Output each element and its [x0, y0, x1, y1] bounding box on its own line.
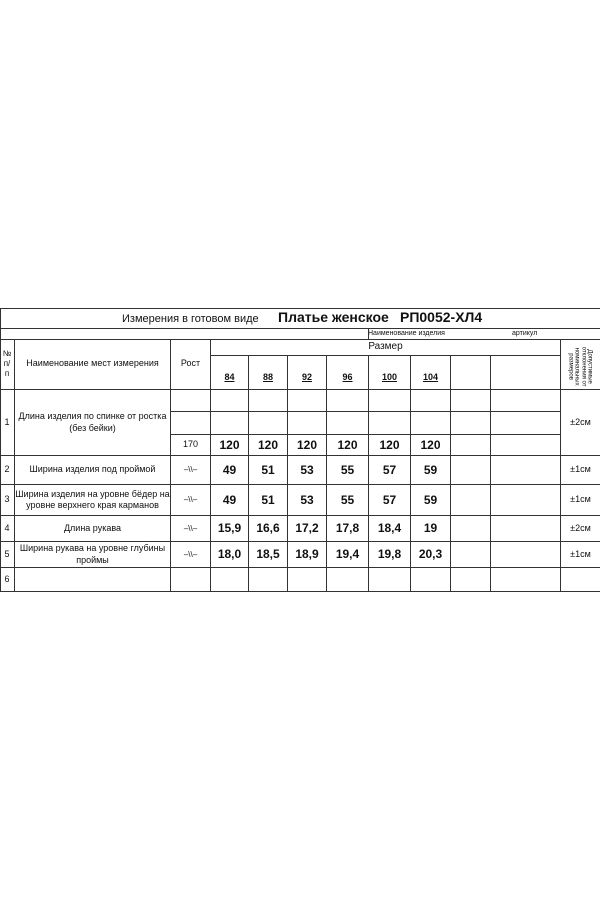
row-4-tolerance: ±2см [570, 522, 591, 533]
row-5-value-104: 20,3 [418, 547, 443, 561]
row-4-value-100: 18,4 [377, 521, 402, 535]
title-label: Измерения в готовом виде [122, 313, 259, 325]
row-3-value-84: 49 [222, 492, 237, 507]
row-2-value-96: 55 [340, 462, 355, 477]
row-3-value-88: 51 [261, 492, 275, 507]
row-3-value-92: 53 [300, 492, 314, 507]
row-1-height: 170 [182, 439, 199, 450]
size-104: 104 [422, 372, 439, 383]
row-5-value-92: 18,9 [295, 547, 319, 561]
row-2-tolerance: ±1см [570, 464, 591, 475]
row-5-value-96: 19,4 [335, 547, 360, 561]
row-3-value-100: 57 [382, 492, 397, 507]
product-name-caption: Наименование изделия [368, 330, 445, 337]
measurement-sheet [0, 308, 600, 592]
row-5-value-84: 18,0 [217, 547, 242, 561]
size-96: 96 [342, 372, 353, 383]
col-height-header: Рост [180, 358, 201, 369]
row-1-value-104: 120 [420, 437, 441, 452]
row-3-value-104: 59 [423, 492, 438, 507]
row-5-height: –\\– [183, 549, 198, 559]
row-4-value-92: 17,2 [295, 521, 319, 535]
row-5-tolerance: ±1см [570, 548, 591, 559]
row-4-value-104: 19 [423, 521, 438, 535]
row-4-value-96: 17,8 [335, 521, 360, 535]
row-2-value-100: 57 [382, 462, 397, 477]
row-1-number: 1 [4, 416, 10, 427]
row-1-value-88: 120 [257, 437, 279, 452]
row-2-value-88: 51 [261, 462, 275, 477]
row-4-number: 4 [4, 522, 10, 533]
tolerance-header: Допустимые отклонения от номинальных размеров [567, 347, 593, 387]
row-1-value-96: 120 [337, 437, 358, 452]
row-4-name: Длина рукава [63, 522, 122, 533]
row-2-number: 2 [4, 464, 10, 475]
row-2-value-84: 49 [222, 462, 237, 477]
col-num-header: № п/ п [2, 349, 12, 378]
row-6-number: 6 [4, 573, 10, 584]
article-caption: артикул [512, 330, 538, 337]
row-2-value-92: 53 [300, 462, 314, 477]
row-3-height: –\\– [183, 495, 198, 504]
row-3-value-96: 55 [340, 492, 355, 507]
row-3-name: Ширина изделия на уровне бёдер на уровне верхнего края карманов [15, 488, 170, 510]
row-5-value-88: 18,5 [256, 547, 280, 561]
row-5-name: Ширина рукава на уровне глубины проймы [19, 543, 166, 565]
row-3-number: 3 [4, 494, 10, 505]
col-name-header: Наименование мест измерения [26, 358, 159, 369]
row-1-value-100: 120 [379, 437, 400, 452]
row-1-value-84: 120 [219, 437, 240, 452]
row-1-value-92: 120 [296, 437, 318, 452]
row-2-name: Ширина изделия под проймой [29, 464, 156, 475]
row-4-value-84: 15,9 [217, 521, 242, 535]
row-5-number: 5 [4, 548, 10, 559]
row-4-value-88: 16,6 [256, 521, 280, 535]
size-92: 92 [301, 372, 312, 383]
row-4-height: –\\– [183, 523, 198, 533]
product-name: Платье женское [278, 309, 389, 325]
size-100: 100 [381, 372, 398, 383]
size-84: 84 [224, 372, 235, 383]
row-5-value-100: 19,8 [377, 547, 402, 561]
row-2-height: –\\– [183, 465, 198, 474]
row-2-value-104: 59 [423, 462, 438, 477]
row-1-tolerance: ±2см [570, 416, 591, 427]
size-88: 88 [262, 372, 273, 383]
row-1-name: Длина изделия по спинке от ростка (без бейки) [18, 411, 167, 433]
product-code: РП0052-ХЛ4 [400, 309, 483, 325]
row-3-tolerance: ±1см [570, 494, 591, 505]
size-group-header: Размер [368, 340, 403, 352]
